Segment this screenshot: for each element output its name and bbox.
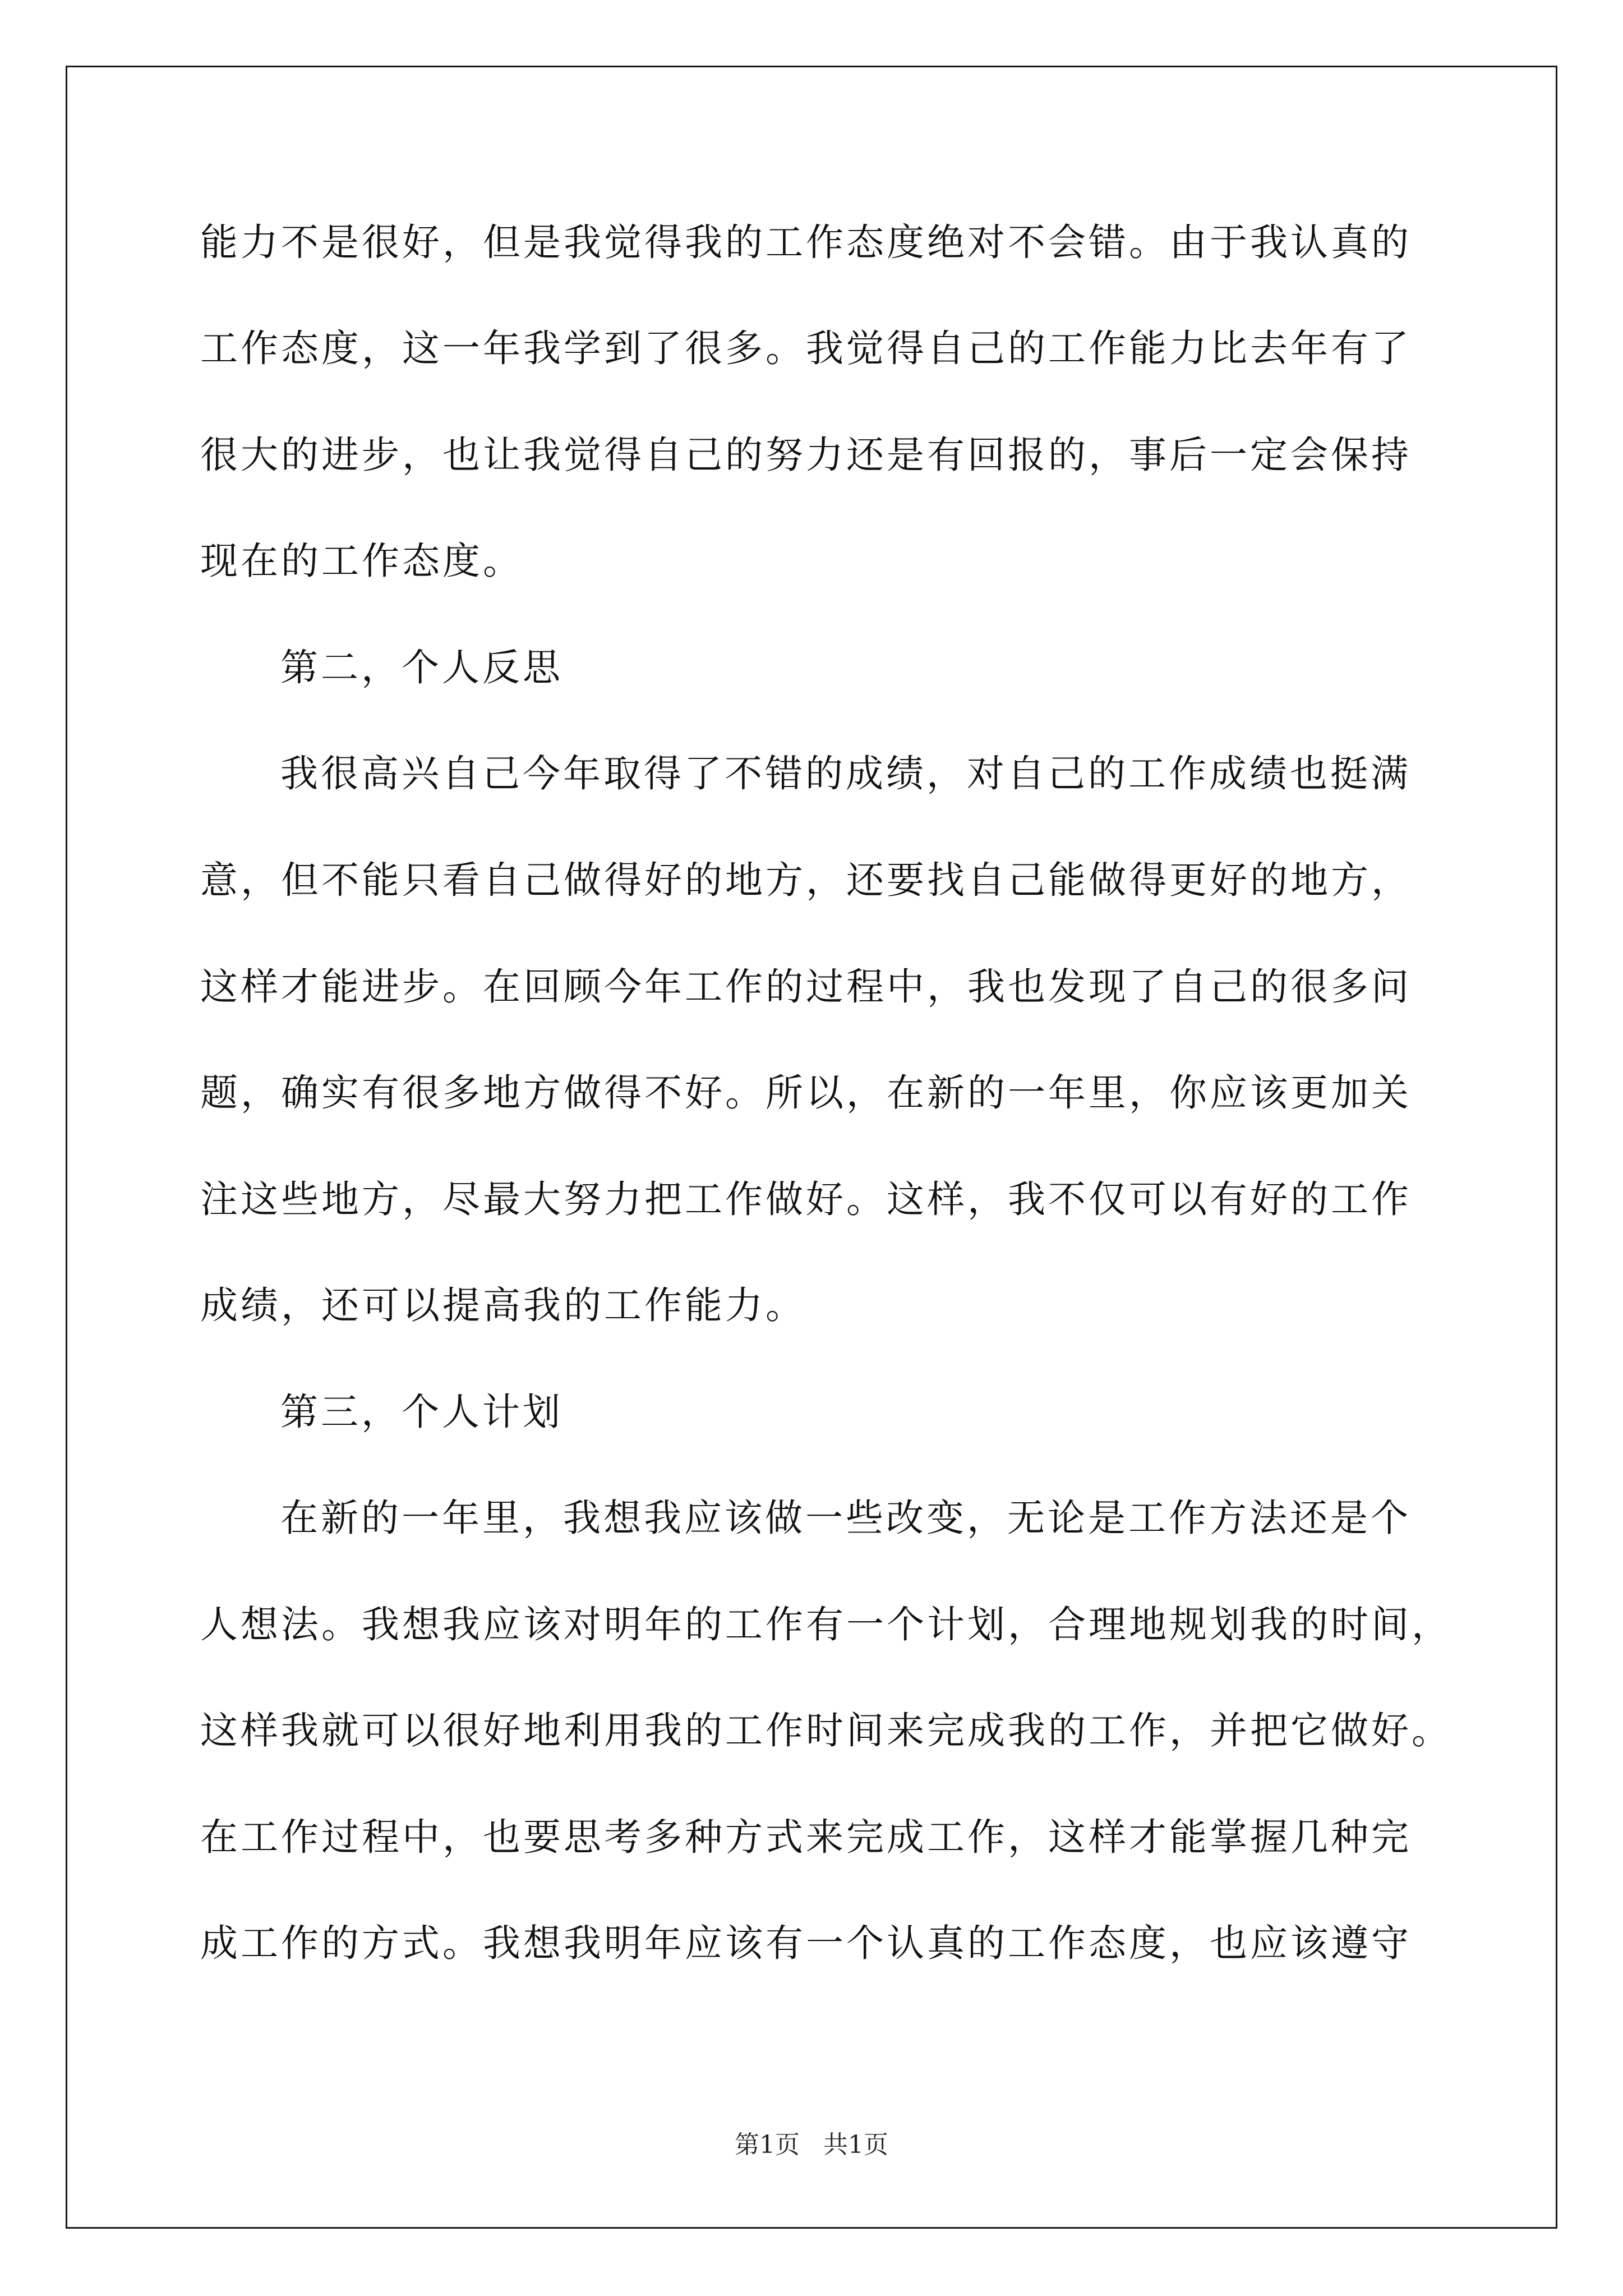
paragraph-line: 这样才能进步。在回顾今年工作的过程中，我也发现了自己的很多问 [200, 965, 1412, 1009]
paragraph-line: 注这些地方，尽最大努力把工作做好。这样，我不仅可以有好的工作 [200, 1177, 1412, 1221]
paragraph-line: 很大的进步，也让我觉得自己的努力还是有回报的，事后一定会保持 [200, 433, 1412, 477]
paragraph-line: 人想法。我想我应该对明年的工作有一个计划，合理地规划我的时间， [200, 1603, 1452, 1646]
paragraph-line: 意，但不能只看自己做得好的地方，还要找自己能做得更好的地方， [200, 858, 1412, 902]
paragraph-line: 成工作的方式。我想我明年应该有一个认真的工作态度，也应该遵守 [200, 1921, 1412, 1965]
page-footer: 第1页 共1页 [735, 2131, 888, 2159]
paragraph-line: 我很高兴自己今年取得了不错的成绩，对自己的工作成绩也挺满 [280, 752, 1411, 795]
page-border [66, 66, 1557, 2229]
paragraph-line: 在新的一年里，我想我应该做一些改变，无论是工作方法还是个 [280, 1496, 1411, 1540]
paragraph-line: 现在的工作态度。 [200, 539, 523, 583]
paragraph-line: 工作态度，这一年我学到了很多。我觉得自己的工作能力比去年有了 [200, 326, 1412, 370]
paragraph-line: 题，确实有很多地方做得不好。所以，在新的一年里，你应该更加关 [200, 1071, 1412, 1115]
paragraph-line: 成绩，还可以提高我的工作能力。 [200, 1283, 806, 1327]
paragraph-line: 在工作过程中，也要思考多种方式来完成工作，这样才能掌握几种完 [200, 1815, 1412, 1859]
paragraph-line: 这样我就可以很好地利用我的工作时间来完成我的工作，并把它做好。 [200, 1709, 1452, 1752]
section-heading: 第二，个人反思 [280, 646, 563, 689]
paragraph-line: 能力不是很好，但是我觉得我的工作态度绝对不会错。由于我认真的 [200, 220, 1412, 264]
section-heading: 第三，个人计划 [280, 1390, 563, 1434]
